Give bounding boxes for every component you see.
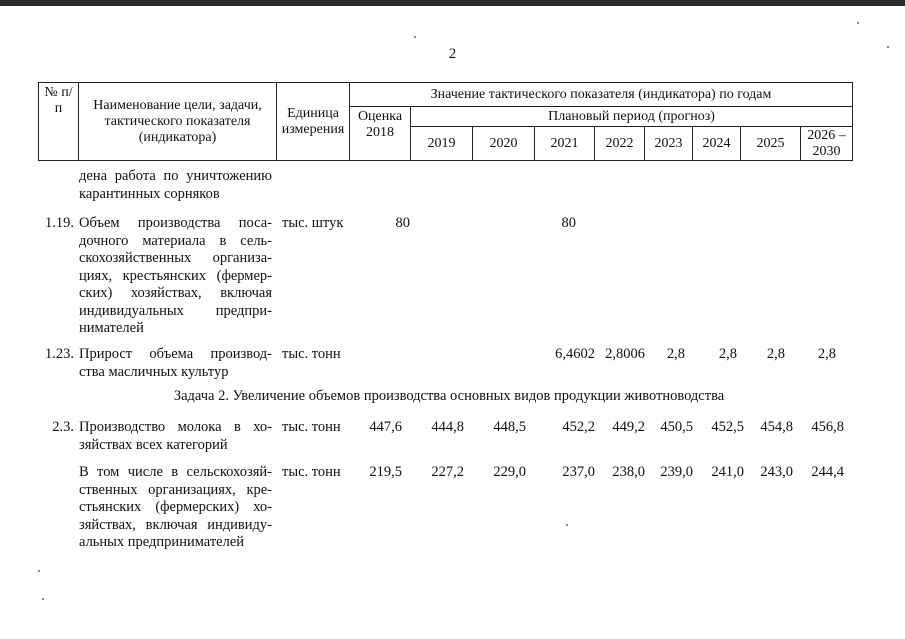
header-year-range-line: 2026 –: [807, 127, 846, 143]
value-2025: 2,8: [766, 346, 785, 362]
row-name: [79, 419, 272, 454]
scan-speck: [414, 36, 416, 38]
header-year: 2023: [645, 127, 693, 161]
row-number: 1.19.: [45, 215, 74, 231]
value-2018: 219,5: [369, 464, 402, 480]
text-line: карантинных сорняков: [79, 185, 220, 202]
row-unit: тыс. тонн: [282, 419, 341, 435]
header-col-number-label: № п/п: [44, 85, 73, 116]
header-col-unit-line: измерения: [281, 121, 345, 137]
text-line: зяйствах всех категорий: [79, 436, 228, 453]
header-year: 2021: [535, 127, 595, 161]
value-2019: 444,8: [431, 419, 464, 435]
value-2020: 229,0: [493, 464, 526, 480]
text-line: Объем производства поса-: [79, 215, 272, 231]
value-2019: 227,2: [431, 464, 464, 480]
header-col-estimate-line: Оценка: [357, 109, 403, 124]
value-2024: 452,5: [711, 419, 744, 435]
value-2021: 80: [561, 215, 576, 231]
header-year: 2025: [741, 127, 801, 161]
text-line: циях, крестьянских (фермер-: [79, 267, 272, 284]
text-line: стьянских (фермерских) хо-: [79, 499, 272, 515]
value-2026-2030: 2,8: [817, 346, 836, 362]
row-name: [79, 215, 272, 338]
value-2026-2030: 244,4: [811, 464, 844, 480]
header-col-values: Значение тактического показателя (индикатора) по годам: [350, 83, 853, 107]
value-2020: 80: [395, 215, 410, 231]
text-line: дена работа по уничтожению: [79, 168, 272, 184]
text-line: дочного материала в сель-: [79, 232, 272, 249]
header-col-estimate-line: 2018: [366, 125, 394, 140]
value-2018: 447,6: [369, 419, 402, 435]
text-line: нимателей: [79, 320, 144, 336]
header-year-range-line: 2030: [812, 143, 841, 159]
value-2024: 241,0: [711, 464, 744, 480]
row-number: 2.3.: [52, 419, 74, 435]
text-line: Производство молока в хо-: [79, 419, 272, 435]
scan-speck: [42, 598, 44, 600]
text-line: индивидуальных предпри-: [79, 302, 272, 319]
value-2025: 454,8: [760, 419, 793, 435]
header-year: 2019: [411, 127, 473, 161]
header-col-name-line: (индикатора): [138, 129, 217, 145]
value-2022: 2,8006: [605, 346, 645, 362]
header-col-plan: Плановый период (прогноз): [411, 107, 853, 127]
row-unit: тыс. штук: [282, 215, 344, 231]
value-2021: 237,0: [562, 464, 595, 480]
text-line: скохозяйственных организа-: [79, 250, 272, 266]
value-2022: 449,2: [612, 419, 645, 435]
value-2021: 452,2: [562, 419, 595, 435]
header-year: 2024: [693, 127, 741, 161]
scan-speck: [887, 46, 889, 48]
value-2023: 239,0: [660, 464, 693, 480]
row-unit: тыс. тонн: [282, 346, 341, 362]
value-2020: 448,5: [493, 419, 526, 435]
row-number: 1.23.: [45, 346, 74, 362]
header-col-unit-line: Единица: [287, 105, 339, 121]
scan-speck: [857, 22, 859, 24]
text-line: Прирост объема производ-: [79, 346, 272, 362]
text-line: ских) хозяйствах, включая: [79, 285, 272, 301]
value-2023: 2,8: [666, 346, 685, 362]
value-2024: 2,8: [718, 346, 737, 362]
row-name: [79, 346, 272, 381]
text-line: зяйствах, включая индивиду-: [79, 516, 272, 533]
value-2021: 6,4602: [555, 346, 595, 362]
row-unit: тыс. тонн: [282, 464, 341, 480]
header-col-name-line: Наименование цели, задачи,: [93, 97, 262, 113]
value-2023: 450,5: [660, 419, 693, 435]
task-heading: Задача 2. Увеличение объемов производства основных видов продукции животноводства: [173, 388, 725, 404]
continuation-text: [79, 168, 272, 203]
text-line: ства масличных культур: [79, 363, 229, 380]
value-2025: 243,0: [760, 464, 793, 480]
header-col-name-line: тактического показателя: [104, 113, 251, 129]
scan-speck: [38, 570, 40, 572]
value-2022: 238,0: [612, 464, 645, 480]
scan-speck: [566, 524, 568, 526]
text-line: альных предпринимателей: [79, 534, 245, 550]
row-name: [79, 464, 272, 552]
header-year: 2022: [595, 127, 645, 161]
page-number: 2: [448, 46, 457, 62]
text-line: В том числе в сельскохозяй-: [79, 464, 272, 480]
text-line: ственных организациях, кре-: [79, 481, 272, 498]
value-2026-2030: 456,8: [811, 419, 844, 435]
header-year: 2020: [473, 127, 535, 161]
